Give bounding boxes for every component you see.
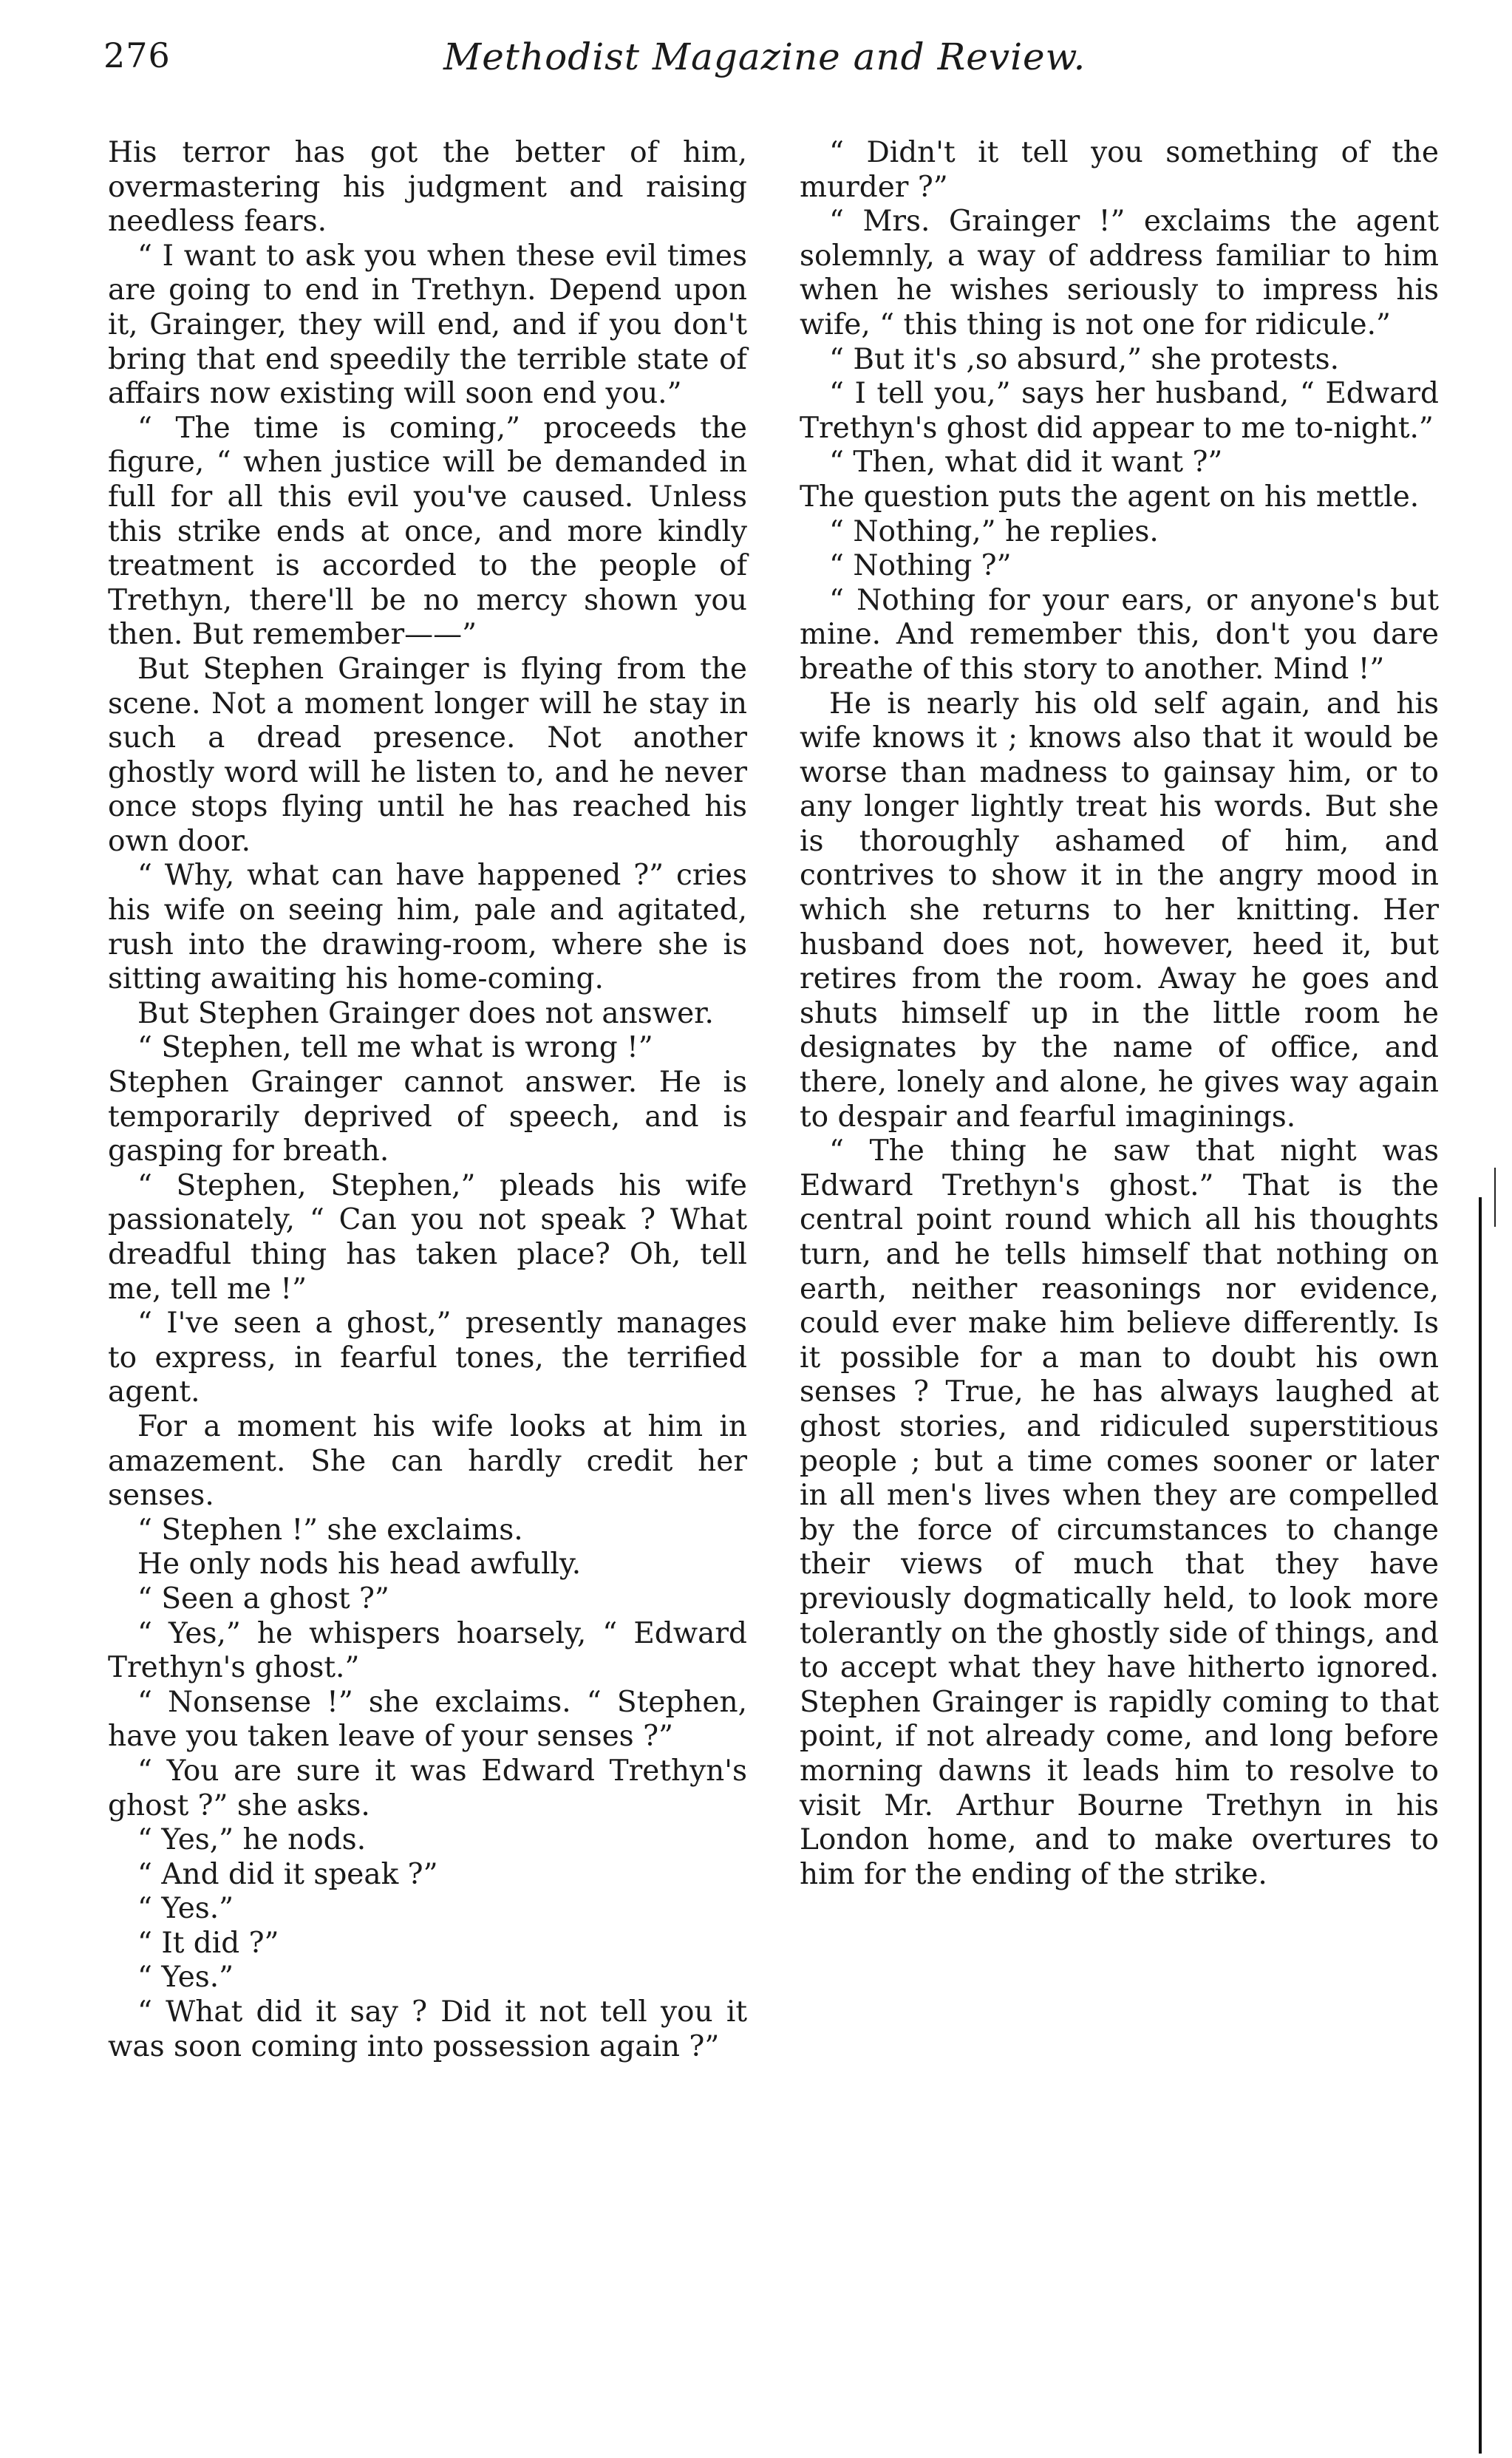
paragraph: “ I've seen a ghost,” presently manages to express, in fearful tones, the terrified agent. [108,1307,747,1409]
paragraph: “ Nothing,” he replies. [829,514,1159,548]
paragraph: “ Nothing ?” [829,549,1012,583]
paragraph: “ I want to ask you when these evil times are going to end in Trethyn. Depend upon it, Grainger, they will end, and if you don't bring that end speedily the terrible state of affairs now existing will soon end you.” [108,239,747,411]
paragraph: “ Nothing for your ears, or anyone's but mine. And remember this, don't you dare breathe of this story to another. Mind !” [800,583,1439,686]
paragraph: “ Mrs. Grainger !” exclaims the agent solemnly, a way of address familiar to him when he wishes seriously to impress his wife, “ this thing is not one for ridicule.” [800,205,1439,341]
paragraph: “ I tell you,” says her husband, “ Edward Trethyn's ghost did appear to me to-night.” [800,377,1439,445]
paragraph: For a moment his wife looks at him in amazement. She can hardly credit her senses. [108,1409,747,1513]
paragraph: “ Then, what did it want ?” [829,446,1223,480]
scan-edge-shadow [1479,1197,1482,2454]
paragraph: “ Stephen, Stephen,” pleads his wife passionately, “ Can you not speak ? What dreadful thing has taken place? Oh, tell me, tell me !” [108,1168,747,1306]
paragraph: But Stephen Grainger does not answer. [137,996,714,1030]
paragraph: “ What did it say ? Did it not tell you it was soon coming into possession again ?” [108,1995,747,2063]
paragraph: “ Yes.” [137,1892,234,1926]
paragraph: “ Didn't it tell you something of the murder ?” [800,136,1439,204]
paragraph: “ But it's ,so absurd,” she protests. [829,342,1339,376]
right-column [800,136,1439,1892]
paragraph: “ Yes,” he nods. [137,1823,367,1857]
paragraph: “ Nonsense !” she exclaims. “ Stephen, have you taken leave of your senses ?” [108,1685,747,1754]
paragraph: “ Why, what can have happened ?” cries his wife on seeing him, pale and agitated, rush into the drawing-room, where she is sitting awaiting his home-coming. [108,859,747,996]
paragraph: “ Yes,” he whispers hoarsely, “ Edward Trethyn's ghost.” [108,1616,747,1685]
paragraph: The question puts the agent on his mettle. [800,480,1420,514]
paragraph: But Stephen Grainger is flying from the scene. Not a moment longer will he stay in such a dread presence. Not another ghostly word will he listen to, and he never once stops flying until he has reached his own door. [108,652,747,858]
paragraph: Stephen Grainger cannot answer. He is temporarily deprived of speech, and is gasping for breath. [108,1066,747,1168]
page-header [0,35,1512,95]
paragraph: “ The time is coming,” proceeds the figure, “ when justice will be demanded in full for all this evil you've caused. Unless this strike ends at once, and more kindly treatment is accorded to the people of Trethyn, there'll be no mercy shown you then. But remember——” [108,411,747,652]
page-number: 276 [103,35,171,75]
paragraph: “ Yes.” [137,1961,234,1995]
paragraph: “ And did it speak ?” [137,1857,438,1891]
left-column [108,136,747,2064]
paragraph: “ The thing he saw that night was Edward Trethyn's ghost.” That is the central point round which all his thoughts turn, and he tells himself that nothing on earth, neither reasonings nor evidence, could ever make him believe differently. Is it possible for a man to doubt his own senses ? True, he has always laughed at ghost stories, and ridiculed superstitious people ; but a time comes sooner or later in all men's lives when they are compelled by the force of circumstances to change their views of much that they have previously dogmatically held, to look more tolerantly on the ghostly side of things, and to accept what they have hitherto ignored. Stephen Grainger is rapidly coming to that point, if not already come, and long before morning dawns it leads him to resolve to visit Mr. Arthur Bourne Trethyn in his London home, and to make overtures to him for the ending of the strike. [800,1134,1439,1891]
paragraph: “ It did ?” [137,1926,279,1960]
paragraph: “ Seen a ghost ?” [137,1582,389,1616]
scan-artifact-mark [1494,1168,1496,1227]
paragraph: “ Stephen !” she exclaims. [137,1513,523,1547]
paragraph: His terror has got the better of him, overmastering his judgment and raising needless fears. [108,136,747,239]
paragraph: “ You are sure it was Edward Trethyn's ghost ?” she asks. [108,1754,747,1822]
paragraph: He only nods his head awfully. [137,1548,582,1582]
paragraph: He is nearly his old self again, and his wife knows it ; knows also that it would be worse than madness to gainsay him, or to any longer lightly treat his words. But she is thoroughly ashamed of him, and contrives to show it in the angry mood in which she returns to her knitting. Her husband does not, however, heed it, but retires from the room. Away he goes and shuts himself up in the little room he designates by the name of office, and there, lonely and alone, he gives way again to despair and fearful imaginings. [800,687,1439,1134]
running-title: Methodist Magazine and Review. [443,35,1086,78]
paragraph: “ Stephen, tell me what is wrong !” [137,1031,653,1065]
